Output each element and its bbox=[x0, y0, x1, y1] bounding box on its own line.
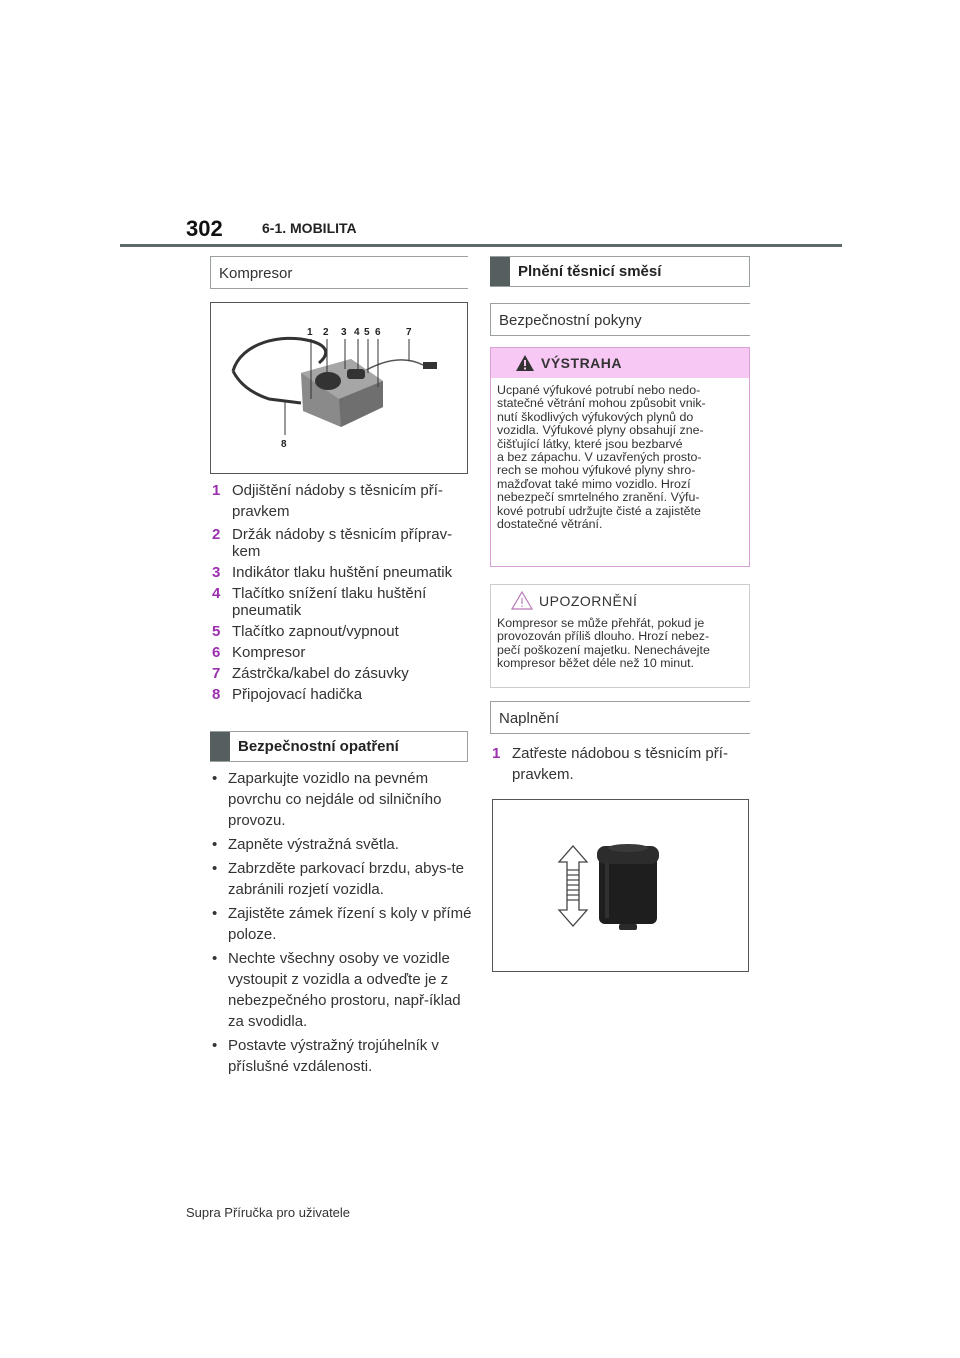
figure-label-5: 5 bbox=[364, 327, 370, 338]
figure-label-3: 3 bbox=[341, 327, 347, 338]
notice-box bbox=[490, 584, 750, 688]
header-divider bbox=[120, 244, 842, 247]
list-item: 1 Odjištění nádoby s těsnicím pří- pravkem bbox=[212, 482, 443, 520]
list-item: 4 Tlačítko snížení tlaku huštění pneumatik bbox=[212, 585, 427, 619]
compressor-illustration bbox=[211, 303, 467, 473]
figure-label-6: 6 bbox=[375, 327, 381, 338]
list-item: 6 Kompresor bbox=[212, 644, 306, 661]
safety-measures-heading bbox=[210, 731, 468, 762]
compressor-figure bbox=[210, 302, 468, 474]
parts-list bbox=[212, 480, 472, 707]
step-text: Zatřeste nádobou s těsnicím pří- pravkem. bbox=[512, 745, 728, 783]
shake-bottle-figure bbox=[492, 799, 749, 972]
heading-bar bbox=[490, 257, 510, 286]
list-item: • Zapněte výstražná světla. bbox=[210, 834, 472, 855]
list-item: 3 Indikátor tlaku huštění pneumatik bbox=[212, 564, 453, 581]
heading-bar bbox=[210, 732, 230, 761]
up-down-arrow-icon bbox=[559, 846, 587, 926]
figure-label-2: 2 bbox=[323, 327, 329, 338]
list-item: 2 Držák nádoby s těsnicím příprav- kem bbox=[212, 526, 453, 560]
filling-heading-text: Naplnění bbox=[499, 710, 560, 727]
footer-text: Supra Příručka pro uživatele bbox=[186, 1205, 351, 1220]
warning-header bbox=[491, 348, 749, 378]
shake-bottle-illustration bbox=[493, 800, 748, 971]
caution-triangle-icon bbox=[511, 591, 533, 610]
notice-text: Kompresor se může přehřát, pokud je provozován příliš dlouho. Hrozí nebez- pečí poškození majetku. Nenechávejte kompresor běžet déle než 10 minut. bbox=[497, 616, 710, 671]
compressor-heading bbox=[210, 256, 468, 289]
list-item: • Nechte všechny osoby ve vozidle vystoupit z vozidla a odveďte je z nebezpečného prostoru, např-íklad za svodidla. bbox=[210, 948, 472, 1032]
section-title: 6-1. MOBILITA bbox=[262, 220, 357, 236]
step-1 bbox=[492, 743, 752, 785]
safety-measures-heading-text: Bezpečnostní opatření bbox=[238, 738, 399, 755]
safety-notes-heading-text: Bezpečnostní pokyny bbox=[499, 312, 642, 329]
warning-triangle-icon bbox=[515, 354, 535, 372]
page-number: 302 bbox=[186, 216, 223, 241]
list-item: • Zaparkujte vozidlo na pevném povrchu co nejdále od silničního provozu. bbox=[210, 768, 472, 831]
step-number: 1 bbox=[492, 745, 501, 762]
filling-heading bbox=[490, 701, 750, 734]
notice-title: UPOZORNĚNÍ bbox=[539, 593, 638, 609]
list-item: 5 Tlačítko zapnout/vypnout bbox=[212, 623, 399, 640]
fill-sealant-heading bbox=[490, 256, 750, 287]
warning-box bbox=[490, 347, 750, 567]
list-item: • Zabrzděte parkovací brzdu, abys-te zabránili rozjetí vozidla. bbox=[210, 858, 472, 900]
fill-sealant-heading-text: Plnění těsnicí směsí bbox=[518, 263, 662, 280]
figure-label-1: 1 bbox=[307, 327, 313, 338]
figure-label-7: 7 bbox=[406, 327, 412, 338]
sealant-bottle-icon bbox=[597, 844, 659, 930]
notice-header bbox=[491, 585, 749, 615]
list-item: • Zajistěte zámek řízení s koly v přímé poloze. bbox=[210, 903, 472, 945]
safety-notes-heading bbox=[490, 303, 750, 336]
warning-title: VÝSTRAHA bbox=[541, 355, 623, 371]
list-item: • Postavte výstražný trojúhelník v příslušné vzdálenosti. bbox=[210, 1035, 472, 1077]
compressor-heading-text: Kompresor bbox=[219, 265, 293, 282]
list-item: 7 Zástrčka/kabel do zásuvky bbox=[212, 665, 409, 682]
figure-label-4: 4 bbox=[354, 327, 360, 338]
safety-measures-list bbox=[210, 768, 472, 1080]
figure-label-8: 8 bbox=[281, 439, 287, 450]
warning-text: Ucpané výfukové potrubí nebo nedo- statečné větrání mohou způsobit vnik- nutí škodlivých výfukových plynů do vozidla. Výfukové plyny obsahují zne- čišťující látky, které jsou bezbarvé a bez zápachu. V uzavřených prosto- rech se mohou výfukové plyny shro- mažďovat také mimo vozidlo. Hrozí nebezpečí smrtelného zranění. Výfu- kové potrubí udržujte čisté a zajistěte dostatečné větrání. bbox=[497, 383, 706, 532]
list-item: 8 Připojovací hadička bbox=[212, 686, 363, 703]
